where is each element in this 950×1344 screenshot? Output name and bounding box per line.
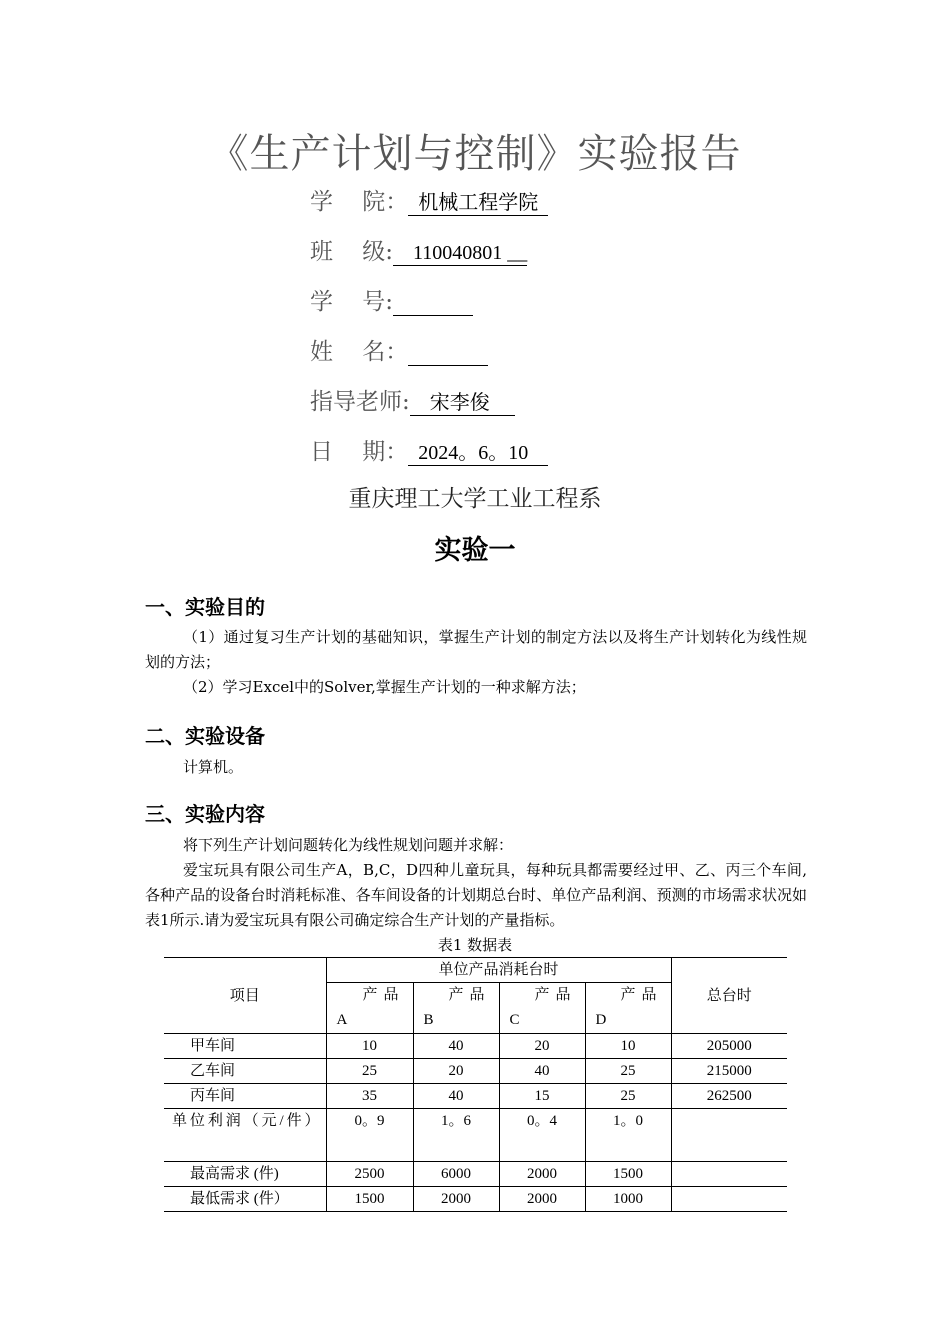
table-cell: 10 — [326, 1034, 413, 1059]
table-cell: 35 — [326, 1084, 413, 1109]
table-row — [164, 1187, 787, 1212]
field-student-id — [310, 283, 473, 317]
experiment-title: 实验一 — [434, 535, 516, 566]
table-cell: 25 — [326, 1059, 413, 1084]
field-advisor-label: 指导老师: — [310, 389, 410, 415]
table-row — [164, 1109, 787, 1162]
table-cell: 40 — [499, 1059, 585, 1084]
table-cell: 1500 — [326, 1187, 413, 1212]
paragraph-equipment: 计算机。 — [183, 758, 244, 776]
table-cell: 1000 — [585, 1187, 671, 1212]
field-date-value: 2024。6。10 — [408, 442, 549, 464]
row-label: 乙车间 — [164, 1059, 326, 1084]
table-cell: 25 — [585, 1059, 671, 1084]
table-cell-total: 262500 — [671, 1084, 787, 1109]
table-cell: 0。9 — [326, 1109, 413, 1162]
field-date — [310, 433, 548, 467]
table-cell: 1。0 — [585, 1109, 671, 1162]
table-cell: 2000 — [499, 1187, 585, 1212]
row-label: 丙车间 — [164, 1084, 326, 1109]
table-cell: 1500 — [585, 1162, 671, 1187]
report-title: 《生产计划与控制》实验报告 — [208, 131, 742, 177]
paragraph-content-intro: 将下列生产计划问题转化为线性规划问题并求解： — [183, 836, 514, 854]
table-cell: 10 — [585, 1034, 671, 1059]
field-college — [310, 183, 548, 217]
table-cell: 25 — [585, 1084, 671, 1109]
field-student-id-value — [393, 291, 473, 316]
header-product-b: 产品 B — [413, 983, 499, 1034]
section-heading-purpose: 一、实验目的 — [145, 595, 265, 619]
paragraph-purpose-2: （2）学习Excel中的Solver,掌握生产计划的一种求解方法； — [183, 678, 586, 696]
table-row — [164, 1162, 787, 1187]
data-table — [164, 957, 787, 1212]
table-row — [164, 1084, 787, 1109]
table-cell: 20 — [413, 1059, 499, 1084]
table-cell: 2000 — [499, 1162, 585, 1187]
section-heading-content: 三、实验内容 — [145, 802, 265, 826]
header-product-d: 产品 D — [585, 983, 671, 1034]
table-cell: 2000 — [413, 1187, 499, 1212]
header-group: 单位产品消耗台时 — [326, 958, 671, 983]
field-date-label: 日 期： — [310, 439, 409, 465]
table-caption: 表1 数据表 — [437, 936, 513, 954]
paragraph-content-problem: 爱宝玩具有限公司生产A，B,C，D四种儿童玩具，每种玩具都需要经过甲、乙、丙三个车间,各种产品的设备台时消耗标准、各车间设备的计划期总台时、单位产品利润、预测的市场需求状况如表1所示.请为爱宝玩具有限公司确定综合生产计划的产量指标。 — [145, 861, 807, 929]
header-item: 项目 — [164, 958, 326, 1034]
header-product-c: 产品 C — [499, 983, 585, 1034]
field-student-id-label: 学 号: — [310, 289, 393, 315]
table-cell-total: 215000 — [671, 1059, 787, 1084]
row-label: 甲车间 — [164, 1034, 326, 1059]
row-label: 单位利润（元/件） — [164, 1109, 326, 1162]
field-advisor — [310, 383, 515, 417]
header-product-a: 产品 A — [326, 983, 413, 1034]
row-label: 最高需求 (件) — [164, 1162, 326, 1187]
table-cell: 1。6 — [413, 1109, 499, 1162]
table-row — [164, 1034, 787, 1059]
table-cell-total: 205000 — [671, 1034, 787, 1059]
table-header-row — [164, 958, 787, 983]
table-cell: 20 — [499, 1034, 585, 1059]
paragraph-purpose-1: （1）通过复习生产计划的基础知识，掌握生产计划的制定方法以及将生产计划转化为线性规划的方法； — [145, 628, 807, 671]
field-class — [310, 233, 527, 267]
table-cell: 0。4 — [499, 1109, 585, 1162]
field-college-label: 学 院： — [310, 189, 409, 215]
table-cell-total — [671, 1162, 787, 1187]
row-label: 最低需求 (件） — [164, 1187, 326, 1212]
field-class-value: 110040801 __ — [393, 242, 528, 264]
table-cell: 2500 — [326, 1162, 413, 1187]
school-name: 重庆理工大学工业工程系 — [348, 486, 602, 512]
field-name-value — [408, 341, 488, 366]
table-cell-total — [671, 1109, 787, 1162]
field-advisor-value: 宋李俊 — [409, 392, 515, 414]
table-cell: 6000 — [413, 1162, 499, 1187]
field-class-label: 班 级: — [310, 239, 393, 265]
field-name — [310, 333, 488, 367]
table-cell: 40 — [413, 1034, 499, 1059]
header-total: 总台时 — [671, 958, 787, 1034]
field-name-label: 姓 名： — [310, 339, 409, 365]
field-college-value: 机械工程学院 — [408, 192, 549, 214]
table-cell-total — [671, 1187, 787, 1212]
table-row — [164, 1059, 787, 1084]
table-cell: 40 — [413, 1084, 499, 1109]
table-cell: 15 — [499, 1084, 585, 1109]
section-heading-equipment: 二、实验设备 — [145, 724, 265, 748]
